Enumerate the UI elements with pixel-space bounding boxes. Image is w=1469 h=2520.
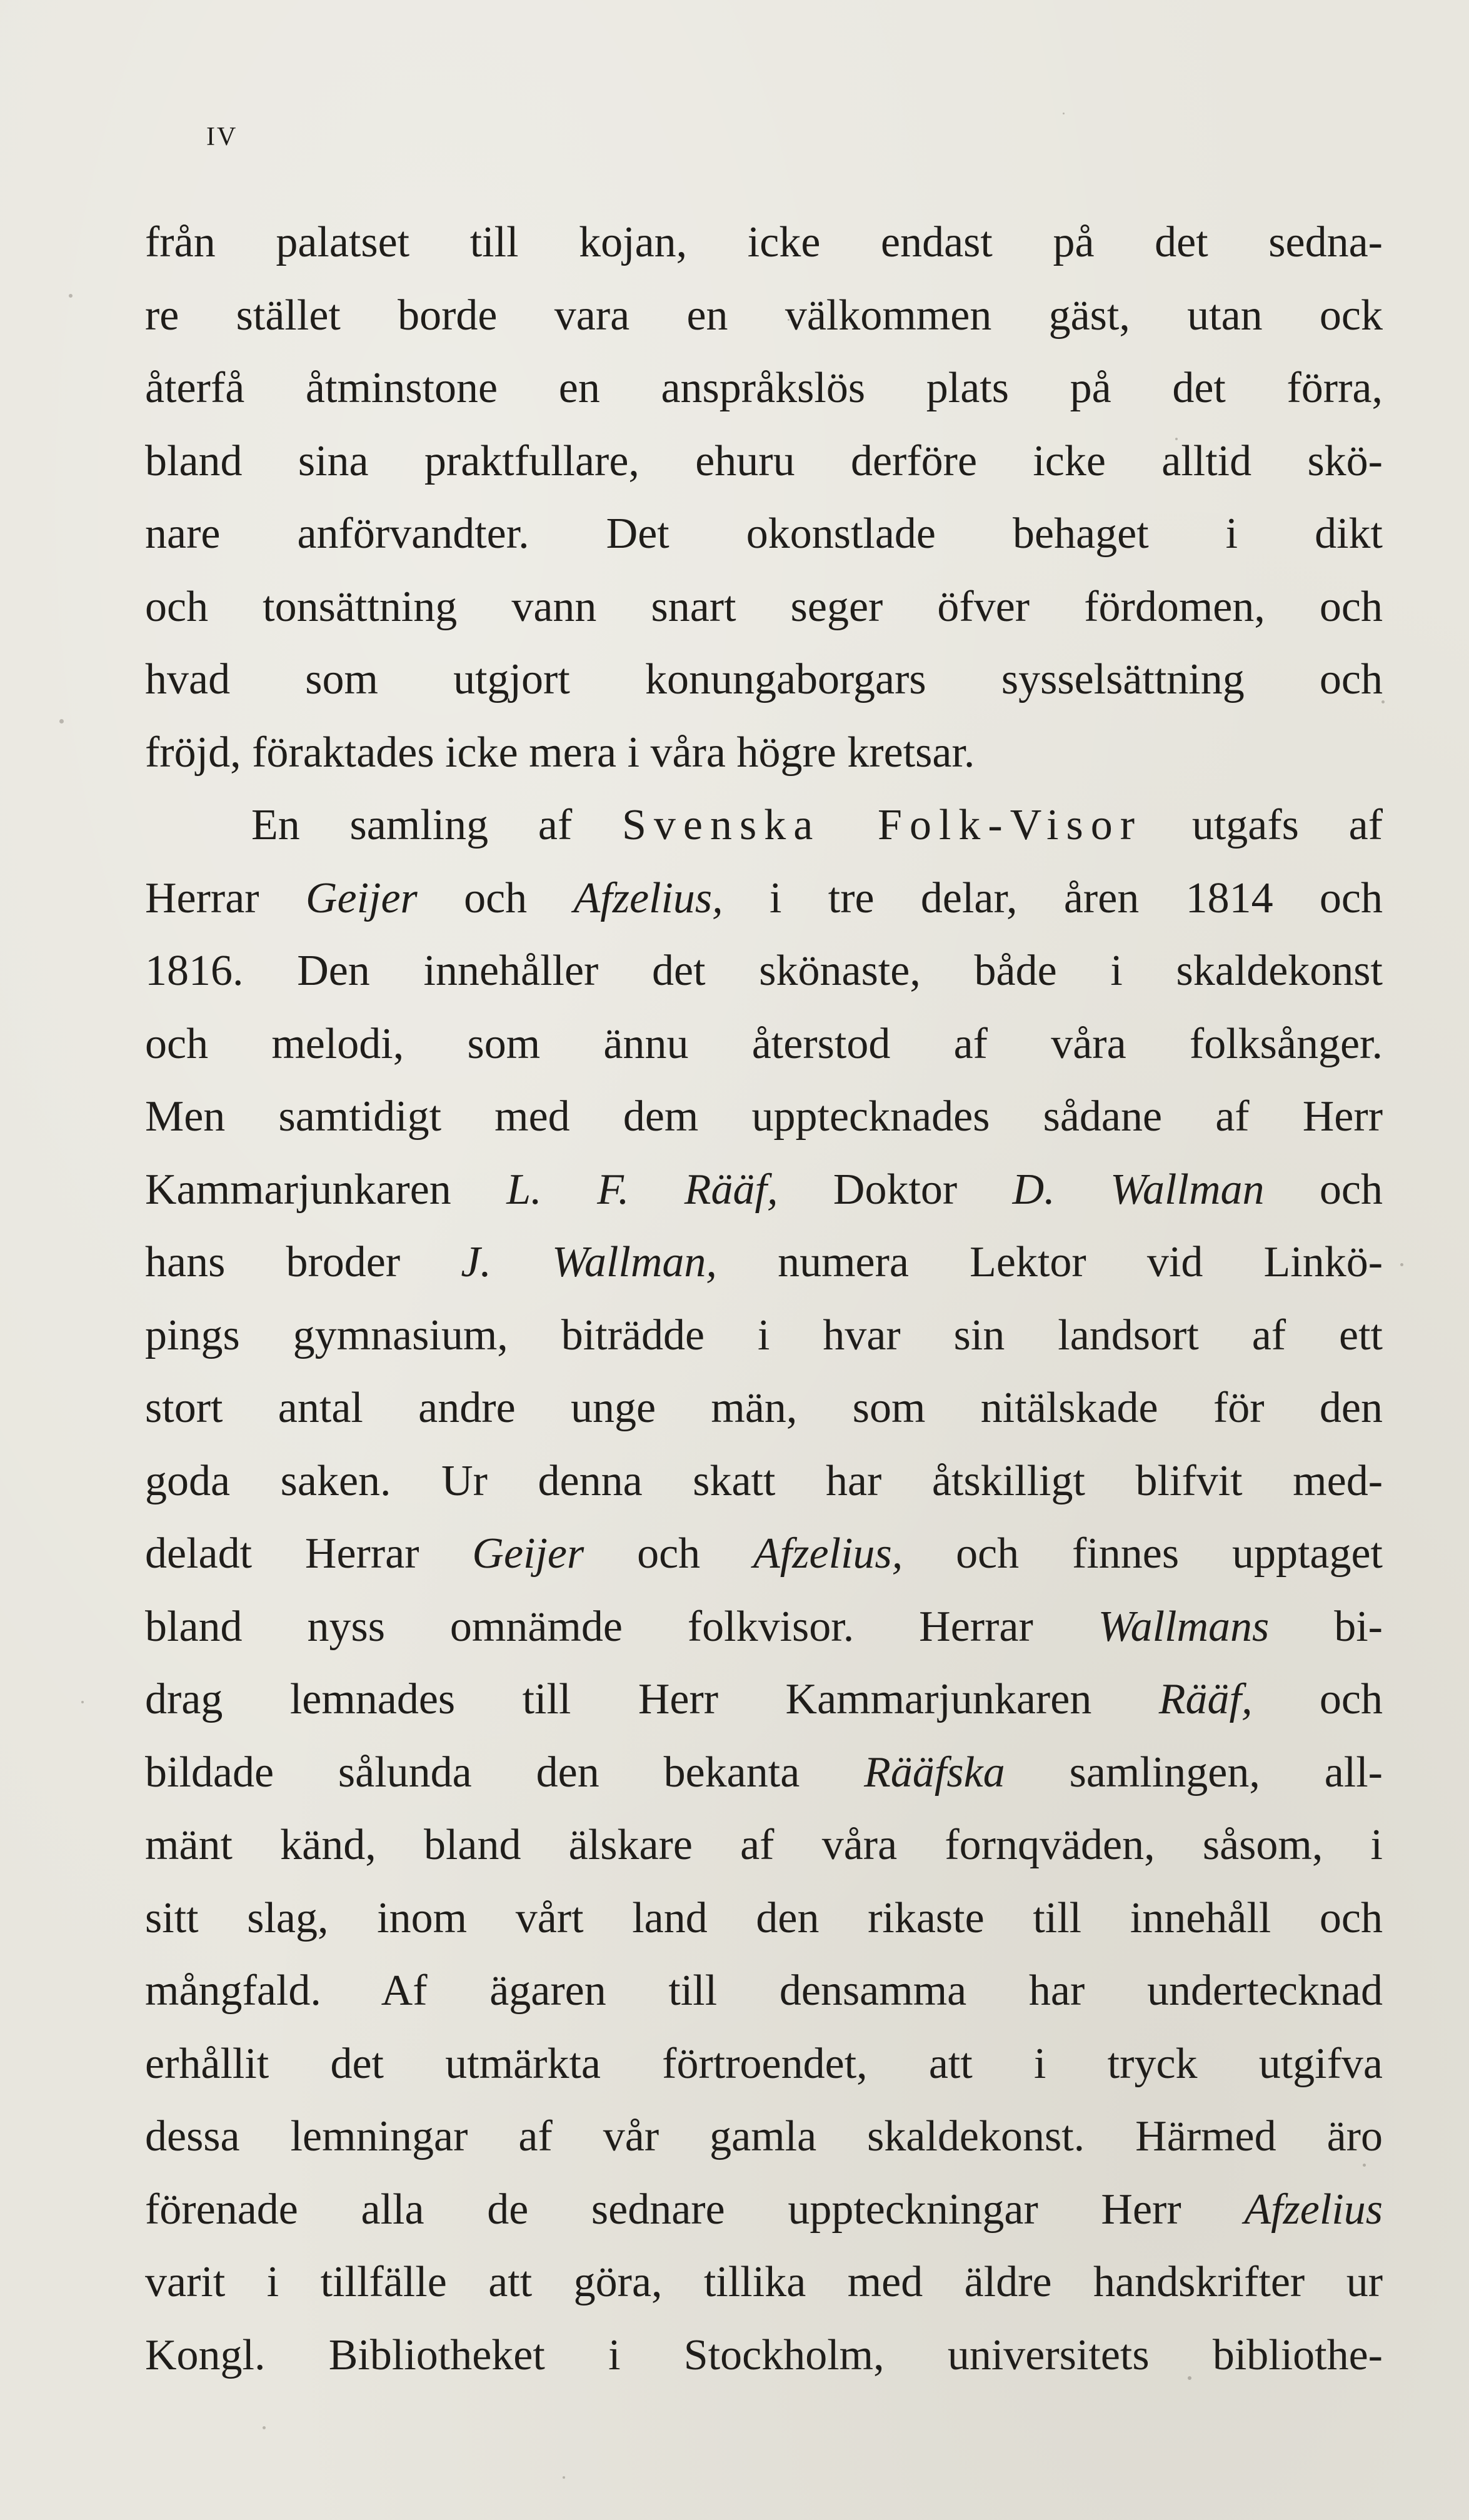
- text-line: [145, 1591, 1383, 1664]
- italic-name: Afzelius,: [573, 874, 723, 922]
- text-line: [145, 1809, 1383, 1882]
- text-line: [145, 1445, 1383, 1518]
- text-segment: och tonsättning vann snart seger öfver fördomen, och: [145, 582, 1383, 631]
- text-segment: mångfald. Af ägaren till densamma har undertecknad: [145, 1967, 1383, 2015]
- text-line: [145, 789, 1383, 862]
- text-segment: pings gymnasium, biträdde i hvar sin landsort af ett: [145, 1311, 1383, 1359]
- spaced-title: Svenska Folk-Visor: [622, 801, 1143, 849]
- text-line: [145, 2174, 1383, 2247]
- text-line: [145, 1008, 1383, 1081]
- text-line: [145, 206, 1383, 280]
- text-segment: Doktor: [778, 1165, 1013, 1214]
- text-segment: utgafs af: [1142, 801, 1383, 849]
- text-line: [145, 935, 1383, 1008]
- text-segment: och: [1252, 1675, 1383, 1723]
- text-segment: Men samtidigt med dem upptecknades sådane af Herr: [145, 1092, 1383, 1141]
- paper-speck: [563, 2476, 565, 2479]
- paper-speck: [263, 2426, 266, 2429]
- text-segment: samlingen, all-: [1005, 1748, 1383, 1797]
- text-segment: sitt slag, inom vårt land den rikaste till innehåll och: [145, 1893, 1383, 1942]
- text-line: [145, 2246, 1383, 2319]
- text-line: [145, 2100, 1383, 2174]
- text-line: [145, 1081, 1383, 1154]
- text-segment: nare anförvandter. Det okonstlade behaget i dikt: [145, 510, 1383, 558]
- text-line: [145, 1736, 1383, 1810]
- text-segment: Kammarjunkaren: [145, 1165, 507, 1214]
- body-text: [145, 206, 1383, 2392]
- text-line: [145, 2319, 1383, 2392]
- text-line: [145, 1299, 1383, 1373]
- text-segment: erhållit det utmärkta förtroendet, att i tryck utgifva: [145, 2039, 1383, 2088]
- text-segment: och: [1264, 1165, 1383, 1214]
- text-segment: mänt känd, bland älskare af våra fornqväden, såsom, i: [145, 1821, 1383, 1869]
- paper-speck: [1063, 113, 1065, 114]
- italic-name: D. Wallman: [1012, 1165, 1265, 1214]
- text-line: [145, 862, 1383, 935]
- text-line: [145, 1518, 1383, 1591]
- text-segment: goda saken. Ur denna skatt har åtskilligt blifvit med-: [145, 1456, 1383, 1505]
- text-segment: Kongl. Bibliotheket i Stockholm, universitets bibliothe-: [145, 2331, 1383, 2379]
- text-segment: re stället borde vara en välkommen gäst, utan ock: [145, 291, 1383, 340]
- italic-name: Geijer: [305, 874, 418, 922]
- text-segment: och: [417, 874, 574, 922]
- text-segment: hvad som utgjort konungaborgars sysselsättning och: [145, 655, 1383, 703]
- italic-name: Rääfska: [864, 1748, 1005, 1797]
- text-segment: dessa lemningar af vår gamla skaldekonst. Härmed äro: [145, 2112, 1383, 2160]
- text-line: [145, 352, 1383, 425]
- page-number: IV: [206, 123, 238, 151]
- italic-name: Geijer: [472, 1530, 584, 1578]
- text-segment: deladt Herrar: [145, 1530, 473, 1578]
- paper-speck: [59, 719, 64, 723]
- text-line: [145, 1372, 1383, 1445]
- text-segment: i tre delar, åren 1814 och: [723, 874, 1383, 922]
- text-line: [145, 1663, 1383, 1736]
- italic-name: Afzelius: [1244, 2185, 1383, 2234]
- paper-speck: [1400, 1263, 1403, 1266]
- text-segment: återfå åtminstone en anspråkslös plats på det förra,: [145, 364, 1383, 412]
- text-segment: 1816. Den innehåller det skönaste, både i skaldekonst: [145, 947, 1383, 995]
- text-segment: varit i tillfälle att göra, tillika med äldre handskrifter ur: [145, 2258, 1383, 2306]
- text-segment: förenade alla de sednare uppteckningar Herr: [145, 2185, 1245, 2234]
- text-segment: Herrar: [145, 874, 306, 922]
- text-segment: numera Lektor vid Linkö-: [716, 1238, 1383, 1286]
- text-segment: och finnes upptaget: [903, 1530, 1383, 1578]
- italic-name: J. Wallman,: [461, 1238, 717, 1286]
- text-segment: och melodi, som ännu återstod af våra folksånger.: [145, 1019, 1383, 1068]
- paper-speck: [81, 1701, 84, 1703]
- text-line: [145, 1882, 1383, 1955]
- text-line: [145, 571, 1383, 644]
- text-segment: bland nyss omnämde folkvisor. Herrar: [145, 1602, 1098, 1651]
- italic-name: L. F. Rääf,: [506, 1165, 778, 1214]
- paper-speck: [69, 294, 73, 298]
- italic-name: Rääf,: [1158, 1675, 1253, 1723]
- text-line: [145, 1955, 1383, 2028]
- text-segment: och: [584, 1530, 754, 1578]
- text-line: [145, 498, 1383, 571]
- text-segment: En samling af: [251, 801, 622, 849]
- text-segment: drag lemnades till Herr Kammarjunkaren: [145, 1675, 1159, 1723]
- text-segment: hans broder: [145, 1238, 461, 1286]
- text-line: [145, 2028, 1383, 2101]
- italic-name: Wallmans: [1098, 1602, 1270, 1651]
- text-segment: bland sina praktfullare, ehuru derföre icke alltid skö-: [145, 436, 1383, 485]
- text-line: [145, 425, 1383, 498]
- text-segment: stort antal andre unge män, som nitälskade för den: [145, 1384, 1383, 1432]
- text-segment: fröjd, föraktades icke mera i våra högre kretsar.: [145, 728, 975, 777]
- text-segment: från palatset till kojan, icke endast på det sedna-: [145, 218, 1383, 266]
- italic-name: Afzelius,: [753, 1530, 903, 1578]
- text-segment: bildade sålunda den bekanta: [145, 1748, 865, 1797]
- text-line: [145, 643, 1383, 717]
- text-segment: bi-: [1269, 1602, 1383, 1651]
- text-line: [145, 717, 1383, 790]
- text-line: [145, 1226, 1383, 1299]
- text-line: [145, 280, 1383, 353]
- text-line: [145, 1154, 1383, 1227]
